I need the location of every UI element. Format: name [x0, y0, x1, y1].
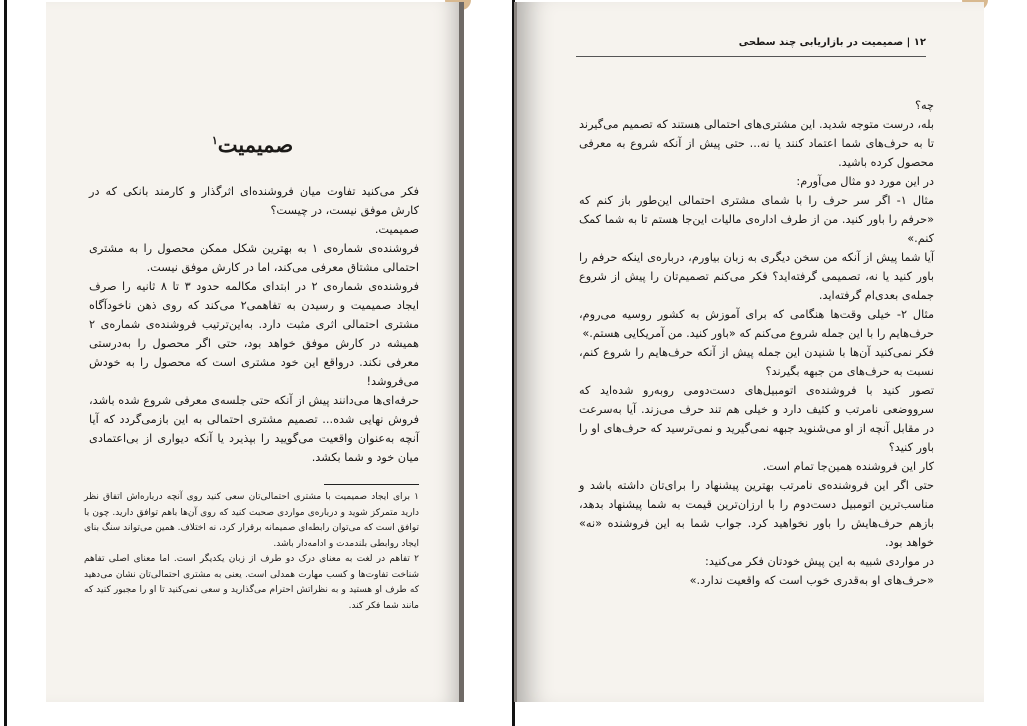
footnote-divider: [324, 484, 419, 485]
title-footnote-mark: ۱: [211, 134, 218, 147]
right-page: [514, 2, 984, 702]
paragraph: صمیمیت.: [374, 223, 419, 236]
left-edge-border: [4, 0, 7, 726]
paragraph: فکر نمی‌کنید آن‌ها با شنیدن این جمله پیش از آنکه حرف‌هایم را شروع کنم، نسبت به حرف‌های من جبهه بگیرند؟: [579, 346, 934, 378]
paragraph: مثال ۲- خیلی وقت‌ها هنگامی که برای آموزش به کشور روسیه می‌روم، حرف‌هایم را با این جمله شروع می‌کنم که «باور کنید. من آمریکایی هستم.»: [579, 308, 934, 340]
left-page: [46, 2, 464, 702]
paragraph: فکر می‌کنید تفاوت میان فروشنده‌ای اثرگذار و کارمند بانکی که در کارش موفق نیست، در چیست؟: [89, 185, 419, 217]
header-rule: [576, 56, 926, 57]
paragraph: در مواردی شبیه به این پیش خودتان فکر می‌کنید:: [705, 555, 934, 568]
chapter-title-text: صمیمیت: [217, 132, 294, 157]
footnotes: [84, 490, 419, 614]
paragraph: حرفه‌ای‌ها می‌دانند پیش از آنکه حتی جلسه‌ی معرفی شروع شده باشد، فروش نهایی شده... تصمیم مشتری احتمالی به این بازمی‌گردد که آیا آنچه به‌عنوان واقعیت می‌گویید را بپذیرد یا آنکه دیواری از بی‌اعتمادی میان خود و شما بکشد.: [89, 394, 419, 464]
chapter-title: [46, 132, 459, 157]
paragraph: فروشنده‌ی شماره‌ی ۱ به بهترین شکل ممکن محصول را به مشتری احتمالی مشتاق معرفی می‌کند، اما در کارش موفق نیست.: [89, 242, 420, 274]
paragraph: چه؟: [914, 99, 934, 112]
left-body-text: [89, 182, 419, 467]
paragraph: حتی اگر این فروشنده‌ی نامرتب بهترین پیشنهاد را برای‌تان داشته باشد و مناسب‌ترین اتومبیل دست‌دوم را با ارزان‌ترین قیمت به شما پیشنهاد بدهد، بازهم حرف‌هایش را باور نخواهید کرد. جواب شما به این فروشنده «نه» خواهد بود.: [579, 479, 934, 549]
paragraph: در این مورد دو مثال می‌آورم:: [796, 175, 934, 188]
footnote: ۲ تفاهم در لغت به معنای درک دو طرف از زبان یکدیگر است. اما معنای اصلی تفاهم شناخت تفاوت‌ها و کسب مهارت همدلی است. یعنی به مشتری احتمالی‌تان نشان می‌دهید که طرف او هستید و به نظراتش احترام می‌گذارید و سعی نمی‌کنید تا او را مجبور کنید که مانند شما فکر کند.: [84, 554, 419, 611]
paragraph: تصور کنید با فروشنده‌ی اتومبیل‌های دست‌دومی روبه‌رو شده‌اید که سرووضعی نامرتب و کثیف دارد و خیلی هم تند حرف می‌زند. آیا به‌سرعت در مقابل آنچه از او می‌شنوید جبهه نمی‌گیرید و نمی‌ترسید که حرف‌های او را باور کنید؟: [579, 384, 934, 454]
paragraph: آیا شما پیش از آنکه من سخن دیگری به زبان بیاورم، درباره‌ی اینکه حرفم را باور کنید یا نه، تصمیمی گرفته‌اید؟ فکر می‌کنم تصمیم‌تان را پیش از شروع جمله‌ی بعدی‌ام گرفته‌اید.: [579, 251, 934, 302]
footnote: ۱ برای ایجاد صمیمیت با مشتری احتمالی‌تان سعی کنید روی آنچه درباره‌اش اتفاق نظر دارید متمرکز شوید و درباره‌ی مواردی صحبت کنید که روی آن‌ها باهم توافق دارید. چون با توافق است که می‌توان رابطه‌ای صمیمانه برقرار کرد، نه اختلاف. همین می‌تواند سنگ بنای ایجاد روابطی بلندمدت و ادامه‌دار باشد.: [84, 492, 419, 549]
paragraph: مثال ۱- اگر سر حرف را با شمای مشتری احتمالی این‌طور باز کنم که «حرفم را باور کنید. من از طرف اداره‌ی مالیات این‌جا هستم تا به شما کمک کنم.»: [579, 194, 934, 245]
paragraph: فروشنده‌ی شماره‌ی ۲ در ابتدای مکالمه حدود ۳ تا ۸ ثانیه را صرف ایجاد صمیمیت و رسیدن به تفاهمی۲ می‌کند که روی ذهن ناخودآگاه مشتری احتمالی اثری مثبت دارد. به‌این‌ترتیب فروشنده‌ی شماره‌ی ۲ همیشه در کارش موفق خواهد بود، حتی اگر محصول را به‌درستی معرفی نکند. درواقع این خود مشتری است که محصول را به خودش می‌فروشد!: [89, 280, 419, 388]
running-header: ۱۲ | صمیمیت در بازاریابی چند سطحی: [738, 37, 926, 48]
paragraph: کار این فروشنده همین‌جا تمام است.: [762, 460, 934, 473]
right-body-text: [579, 96, 934, 590]
paragraph: «حرف‌های او به‌قدری خوب است که واقعیت ندارد.»: [689, 574, 934, 587]
paragraph: بله، درست متوجه شدید. این مشتری‌های احتمالی هستند که تصمیم می‌گیرند تا به حرف‌های شما اعتماد کنند یا نه... حتی پیش از آنکه شروع به معرفی محصول کرده باشید.: [579, 118, 934, 169]
